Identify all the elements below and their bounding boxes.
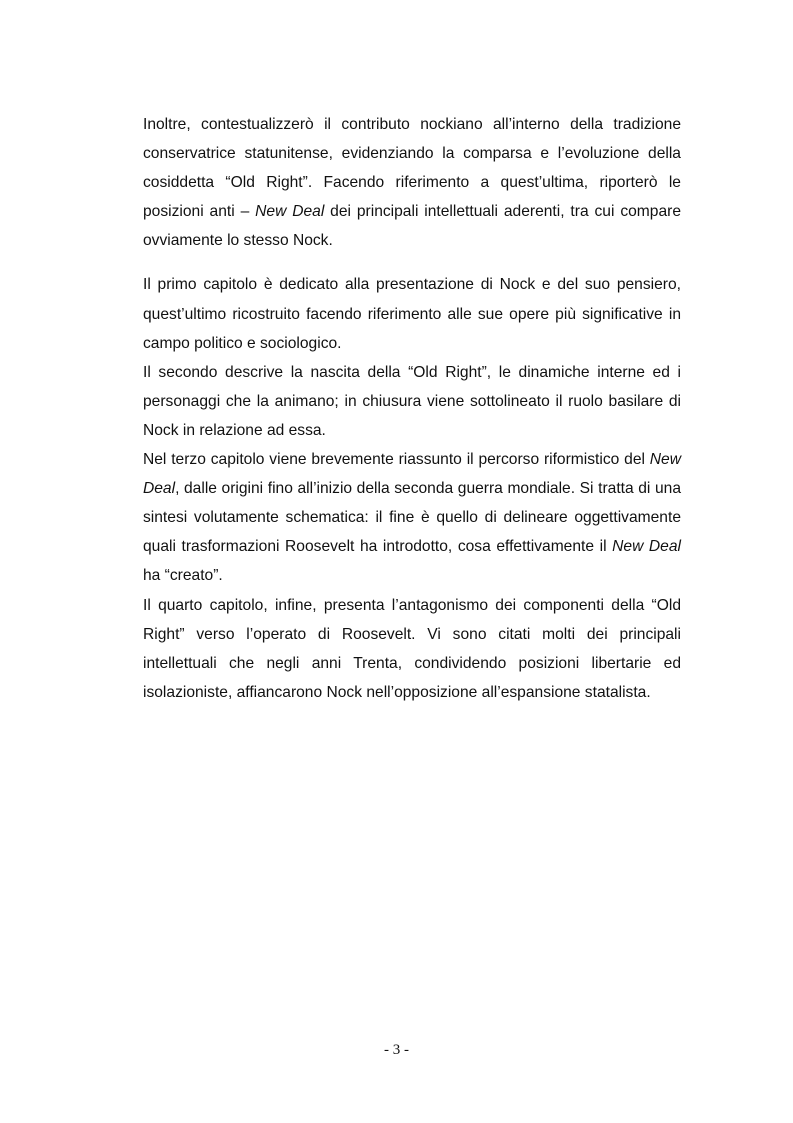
italic-new-deal: New Deal — [612, 538, 681, 556]
paragraph-intro — [143, 110, 681, 255]
paragraph-chapter-2 — [143, 358, 681, 445]
text-run: Il secondo descrive la nascita della “Old Right”, le dinamiche interne ed i personaggi che la animano; in chiusura viene sottolineato il ruolo basilare di Nock in relazione ad essa. — [143, 363, 681, 439]
text-run: , dalle origini fino all’inizio della seconda guerra mondiale. Si tratta di una sintesi volutamente schematica: il fine è quello di delineare oggettivamente quali trasformazioni Roosevelt ha introdotto, cosa effettivamente il — [143, 480, 681, 556]
paragraph-chapter-4 — [143, 591, 681, 707]
paragraph-chapter-3 — [143, 445, 681, 590]
italic-new-deal: New Deal — [255, 203, 325, 221]
text-run: Nel terzo capitolo viene brevemente riassunto il percorso riformistico del — [143, 451, 650, 469]
document-body — [143, 110, 681, 707]
text-run: dei principali intellettuali aderenti, tra cui compare ovviamente lo stesso Nock. — [143, 203, 681, 250]
text-run: Il primo capitolo è dedicato alla presentazione di Nock e del suo pensiero, quest’ultimo ricostruito facendo riferimento alle sue opere più significative in campo politico e sociologico. — [143, 276, 681, 352]
text-run: ha “creato”. — [143, 567, 223, 585]
paragraph-chapter-1 — [143, 270, 681, 357]
italic-new-deal: New Deal — [143, 451, 681, 498]
text-run: Il quarto capitolo, infine, presenta l’antagonismo dei componenti della “Old Right” verso l’operato di Roosevelt. Vi sono citati molti dei principali intellettuali che negli anni Trenta, condividendo posizioni libertarie ed isolazioniste, affiancarono Nock nell’opposizione all’espansione statalista. — [143, 596, 681, 701]
text-run: Inoltre, contestualizzerò il contributo nockiano all’interno della tradizione conservatrice statunitense, evidenziando la comparsa e l’evoluzione della cosiddetta “Old Right”. Facendo riferimento a quest’ultima, riporterò le posizioni anti – — [143, 116, 681, 221]
page-number: - 3 - — [384, 1042, 409, 1058]
